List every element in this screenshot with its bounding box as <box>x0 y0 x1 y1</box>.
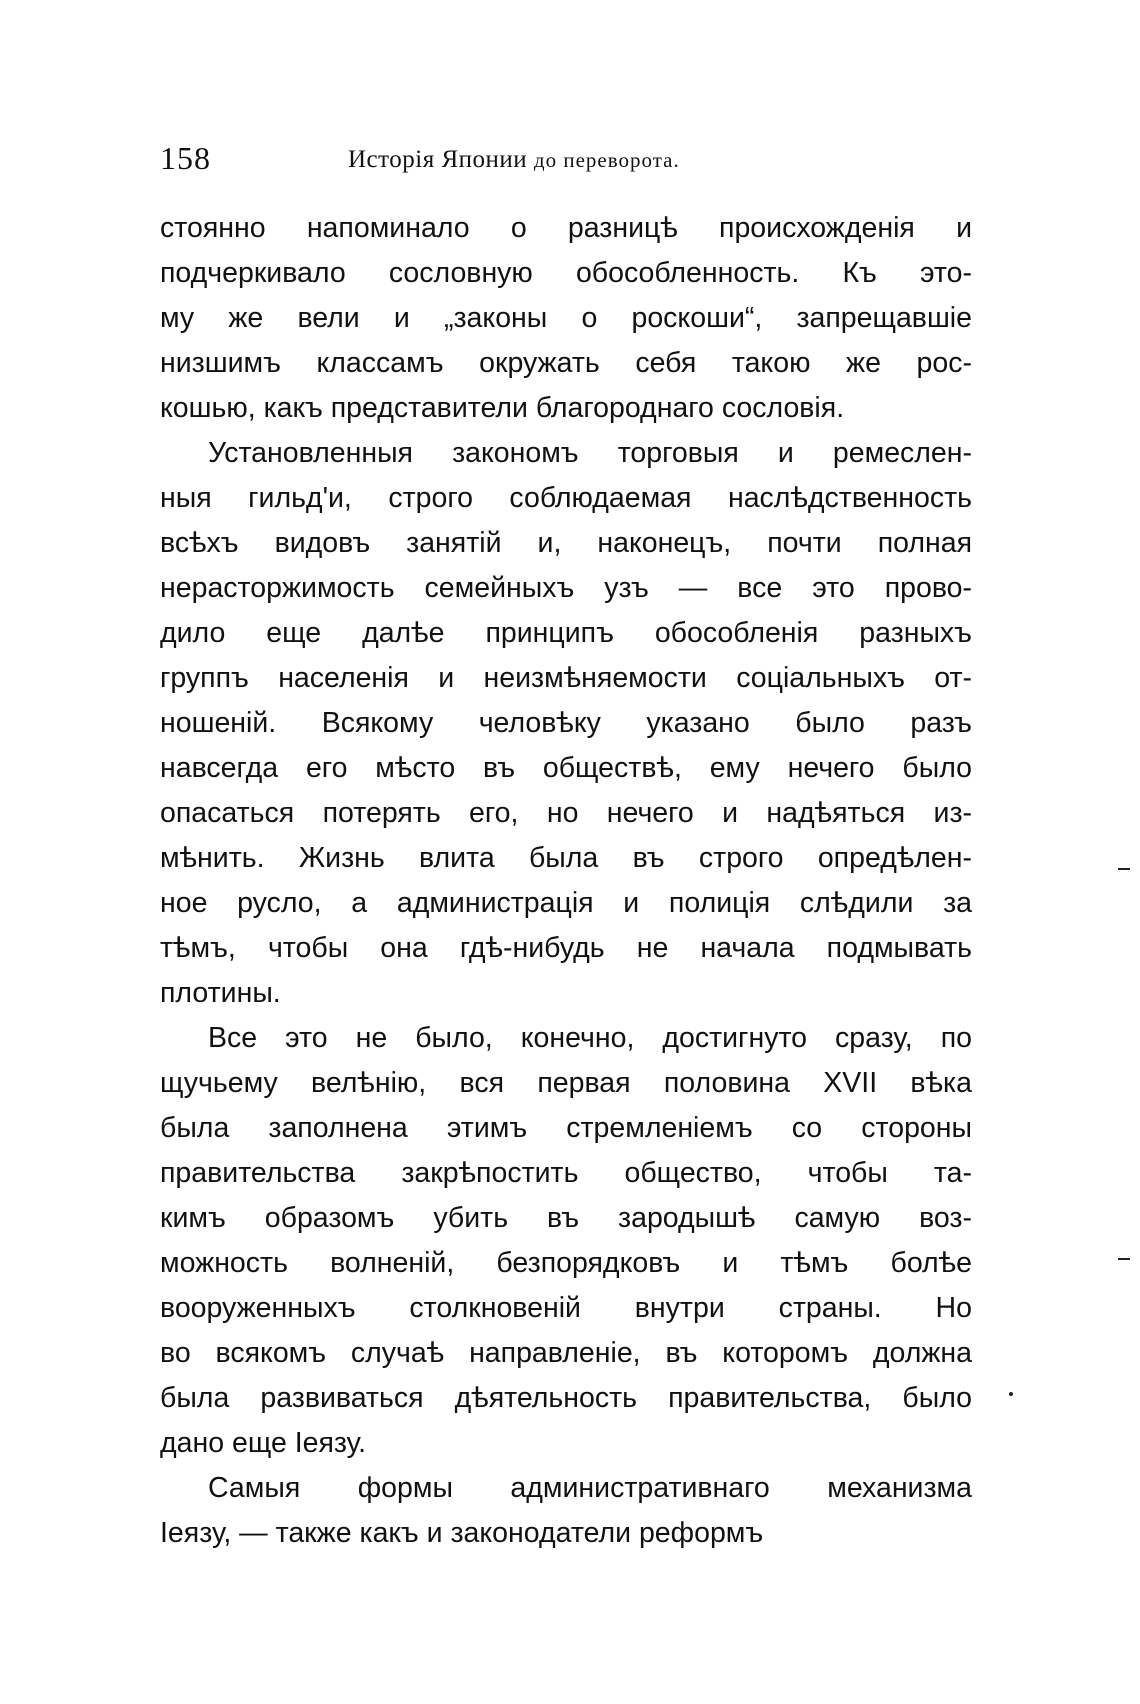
text-line: Іеязу, — также какъ и законодатели реформъ <box>160 1517 764 1549</box>
text-line: мѣнить. Жизнь влита была въ строго опредѣлен- <box>160 842 972 874</box>
margin-mark <box>1009 1392 1013 1396</box>
text-line: нерасторжимость семейныхъ узъ — все это прово- <box>160 572 972 604</box>
margin-mark <box>1118 868 1130 870</box>
text-line: тѣмъ, чтобы она гдѣ-нибудь не начала подмывать <box>160 932 972 964</box>
text-line: кимъ образомъ убить въ зародышѣ самую воз- <box>160 1202 972 1234</box>
text-line: Все это не было, конечно, достигнуто сразу, по <box>208 1022 972 1054</box>
running-title-smallcaps: до переворота. <box>533 148 680 172</box>
paragraph <box>160 206 972 431</box>
book-page <box>160 130 972 1556</box>
running-title-main: Исторія Японии <box>348 146 528 173</box>
text-line: подчеркивало сословную обособленность. Къ это- <box>160 257 972 289</box>
text-line: му же вели и „законы о роскоши“, запрещавшіе <box>160 302 972 334</box>
text-line: низшимъ классамъ окружать себя такою же рос- <box>160 347 972 379</box>
running-title <box>348 146 680 174</box>
text-line: ное русло, а администрація и полиція слѣдили за <box>160 887 972 919</box>
text-line: дано еще Іеязу. <box>160 1427 366 1459</box>
paragraph <box>160 1016 972 1466</box>
text-line: ныя гильд'и, строго соблюдаемая наслѣдственность <box>160 482 972 514</box>
text-line: вооруженныхъ столкновеній внутри страны. Но <box>160 1292 972 1324</box>
text-line: Установленныя закономъ торговыя и ремеслен- <box>208 437 972 469</box>
text-line: дило еще далѣе принципъ обособленія разныхъ <box>160 617 972 649</box>
text-line: навсегда его мѣсто въ обществѣ, ему нечего было <box>160 752 972 784</box>
text-line: группъ населенія и неизмѣняемости соціальныхъ от- <box>160 662 972 694</box>
paragraph <box>160 431 972 1016</box>
paragraph <box>160 1466 972 1556</box>
text-line: всѣхъ видовъ занятій и, наконецъ, почти полная <box>160 527 972 559</box>
text-line: во всякомъ случаѣ направленіе, въ которомъ должна <box>160 1337 972 1369</box>
text-line: правительства закрѣпостить общество, чтобы та- <box>160 1157 972 1189</box>
page-number: 158 <box>160 140 211 176</box>
text-line: ношеній. Всякому человѣку указано было разъ <box>160 707 972 739</box>
text-line: щучьему велѣнію, вся первая половина XVII вѣка <box>160 1067 972 1099</box>
running-head <box>160 130 972 190</box>
text-line: кошью, какъ представители благороднаго сословія. <box>160 392 845 424</box>
text-line: была развиваться дѣятельность правительства, было <box>160 1382 972 1414</box>
text-line: можность волненій, безпорядковъ и тѣмъ болѣе <box>160 1247 972 1279</box>
text-line: опасаться потерять его, но нечего и надѣяться из- <box>160 797 972 829</box>
text-line: была заполнена этимъ стремленіемъ со стороны <box>160 1112 972 1144</box>
text-line: Самыя формы административнаго механизма <box>208 1472 972 1504</box>
text-line: плотины. <box>160 977 281 1009</box>
text-line: стоянно напоминало о разницѣ происхожденія и <box>160 212 972 244</box>
margin-mark <box>1118 1258 1130 1260</box>
body-text <box>160 206 972 1556</box>
